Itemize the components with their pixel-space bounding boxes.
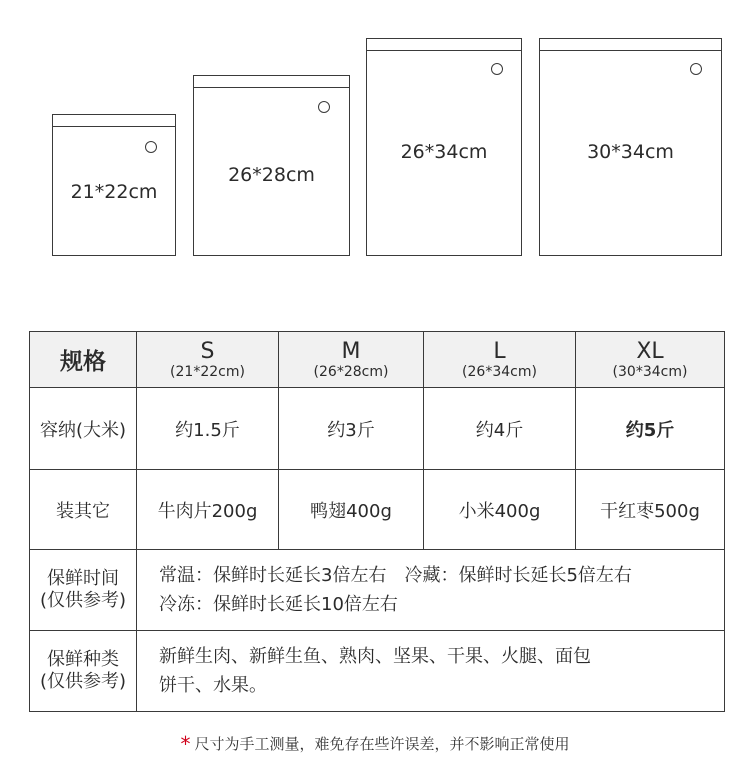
freshtype-line1: 新鲜生肉、新鲜生鱼、熟肉、坚果、干果、火腿、面包 — [159, 646, 591, 667]
bag-xl — [539, 38, 722, 256]
freshtype-label-line1: 保鲜种类 — [47, 649, 119, 670]
bag-m-seal-strip — [194, 76, 349, 88]
other-row — [30, 470, 725, 550]
size-dim: (30*34cm) — [612, 363, 688, 380]
size-name: XL — [636, 338, 664, 364]
bag-m-size-label: 26*28cm — [228, 164, 315, 186]
size-header-l — [424, 332, 576, 388]
size-dim: (21*22cm) — [170, 363, 245, 380]
spec-header-label: 规格 — [60, 349, 106, 375]
size-name: S — [200, 338, 215, 364]
bag-xl-hole-icon — [690, 63, 702, 75]
freshtime-label — [30, 550, 137, 631]
bag-l — [366, 38, 522, 256]
size-dim: (26*34cm) — [462, 363, 537, 380]
other-value-s: 牛肉片200g — [137, 470, 279, 550]
freshtype-row — [30, 631, 725, 712]
freshtime-row — [30, 550, 725, 631]
size-header-xl — [576, 332, 725, 388]
freshtime-line2: 冷冻：保鲜时长延长10倍左右 — [159, 594, 398, 615]
capacity-value-s: 约1.5斤 — [137, 388, 279, 470]
capacity-row — [30, 388, 725, 470]
size-name: L — [493, 338, 506, 364]
bag-l-seal-strip — [367, 39, 521, 51]
footnote — [0, 732, 750, 756]
header-row — [30, 332, 725, 388]
spec-header-cell — [30, 332, 137, 388]
bag-s — [52, 114, 176, 256]
size-header-s — [137, 332, 279, 388]
freshtype-label-line2: (仅供参考) — [39, 671, 127, 692]
freshtime-content — [137, 550, 725, 631]
size-name: M — [341, 338, 361, 364]
capacity-value-xl: 约5斤 — [576, 388, 725, 470]
bag-xl-size-label: 30*34cm — [587, 141, 674, 163]
spec-table — [29, 331, 725, 712]
other-value-l: 小米400g — [424, 470, 576, 550]
asterisk-icon: * — [180, 732, 191, 756]
freshtype-line2: 饼干、水果。 — [159, 675, 267, 696]
capacity-value-l: 约4斤 — [424, 388, 576, 470]
bag-s-hole-icon — [145, 141, 157, 153]
freshtype-content — [137, 631, 725, 712]
other-label: 装其它 — [30, 470, 137, 550]
bag-m — [193, 75, 350, 256]
freshtime-line1: 常温：保鲜时长延长3倍左右 冷藏：保鲜时长延长5倍左右 — [159, 565, 632, 586]
other-value-m: 鸭翅400g — [279, 470, 424, 550]
other-value-xl: 干红枣500g — [576, 470, 725, 550]
size-dim: (26*28cm) — [313, 363, 389, 380]
capacity-label: 容纳(大米) — [30, 388, 137, 470]
freshtype-label — [30, 631, 137, 712]
bag-l-size-label: 26*34cm — [400, 141, 488, 163]
size-header-m — [279, 332, 424, 388]
bag-l-hole-icon — [491, 63, 503, 75]
freshtime-label-line1: 保鲜时间 — [47, 568, 119, 589]
bag-xl-seal-strip — [540, 39, 721, 51]
footnote-text: 尺寸为手工测量，难免存在些许误差，并不影响正常使用 — [194, 735, 570, 753]
bag-s-size-label: 21*22cm — [70, 181, 158, 203]
bag-m-hole-icon — [318, 101, 330, 113]
bag-s-seal-strip — [53, 115, 175, 127]
freshtime-label-line2: (仅供参考) — [39, 590, 127, 611]
capacity-value-m: 约3斤 — [279, 388, 424, 470]
